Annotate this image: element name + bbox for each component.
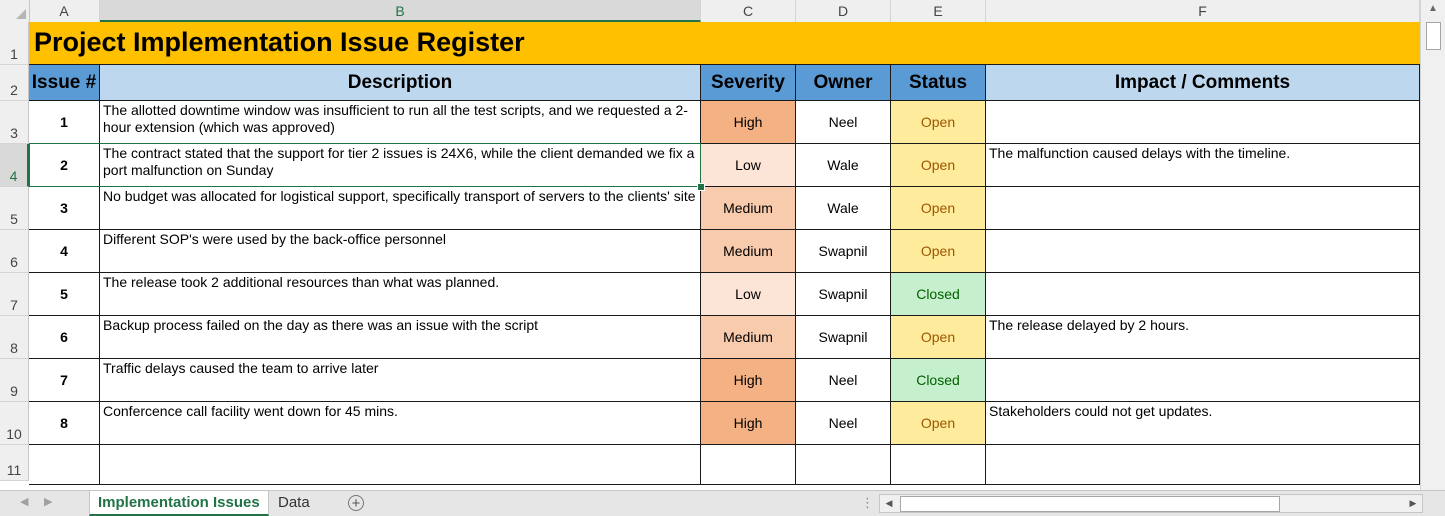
row-header-8[interactable]: 8 xyxy=(0,316,29,359)
header-issue-number[interactable]: Issue # xyxy=(29,65,100,101)
column-header-f[interactable]: F xyxy=(986,0,1420,22)
column-header-a[interactable]: A xyxy=(29,0,100,22)
severity-cell[interactable]: High xyxy=(701,101,796,144)
vertical-scroll-thumb[interactable] xyxy=(1426,22,1441,50)
sheet-tab-bar xyxy=(0,490,1445,516)
row-header-9[interactable]: 9 xyxy=(0,359,29,402)
row-header-11[interactable]: 11 xyxy=(0,445,29,481)
impact-cell[interactable] xyxy=(986,187,1420,230)
column-header-e[interactable]: E xyxy=(891,0,986,22)
status-cell[interactable]: Open xyxy=(891,187,986,230)
description-cell[interactable]: Confercence call facility went down for 45 mins. xyxy=(100,402,701,445)
owner-cell[interactable]: Wale xyxy=(796,187,891,230)
header-description[interactable]: Description xyxy=(100,65,701,101)
horizontal-scrollbar[interactable] xyxy=(879,494,1423,513)
sheet-title[interactable]: Project Implementation Issue Register xyxy=(29,22,1420,65)
empty-cell[interactable] xyxy=(796,445,891,485)
impact-cell[interactable]: The malfunction caused delays with the timeline. xyxy=(986,144,1420,187)
empty-cell[interactable] xyxy=(100,445,701,485)
horizontal-scroll-thumb[interactable] xyxy=(900,496,1280,512)
header-impact-comments[interactable]: Impact / Comments xyxy=(986,65,1420,101)
description-cell[interactable]: Traffic delays caused the team to arrive later xyxy=(100,359,701,402)
plus-circle-icon[interactable]: + xyxy=(348,495,364,511)
status-cell[interactable]: Open xyxy=(891,316,986,359)
owner-cell[interactable]: Neel xyxy=(796,402,891,445)
sheet-tab-implementation-issues[interactable]: Implementation Issues xyxy=(89,491,269,516)
row-header-6[interactable]: 6 xyxy=(0,230,29,273)
impact-cell[interactable]: Stakeholders could not get updates. xyxy=(986,402,1420,445)
owner-cell[interactable]: Swapnil xyxy=(796,230,891,273)
severity-cell[interactable]: Low xyxy=(701,144,796,187)
status-cell[interactable]: Open xyxy=(891,144,986,187)
status-cell[interactable]: Open xyxy=(891,101,986,144)
status-cell[interactable]: Closed xyxy=(891,273,986,316)
impact-cell[interactable] xyxy=(986,101,1420,144)
issue-number-cell[interactable]: 1 xyxy=(29,101,100,144)
impact-cell[interactable]: The release delayed by 2 hours. xyxy=(986,316,1420,359)
scroll-left-icon[interactable]: ◀ xyxy=(885,498,893,508)
severity-cell[interactable]: High xyxy=(701,359,796,402)
row-header-3[interactable]: 3 xyxy=(0,101,29,144)
severity-cell[interactable]: Medium xyxy=(701,316,796,359)
select-all-triangle-icon xyxy=(16,9,26,19)
empty-cell[interactable] xyxy=(701,445,796,485)
row-header-4[interactable]: 4 xyxy=(0,144,29,187)
owner-cell[interactable]: Wale xyxy=(796,144,891,187)
issue-number-cell[interactable]: 8 xyxy=(29,402,100,445)
header-owner[interactable]: Owner xyxy=(796,65,891,101)
scroll-right-icon[interactable]: ▶ xyxy=(1409,498,1417,508)
empty-cell[interactable] xyxy=(891,445,986,485)
owner-cell[interactable]: Swapnil xyxy=(796,316,891,359)
owner-cell[interactable]: Neel xyxy=(796,101,891,144)
chevron-left-icon[interactable]: ◀ xyxy=(20,496,29,508)
severity-cell[interactable]: Medium xyxy=(701,187,796,230)
severity-cell[interactable]: Low xyxy=(701,273,796,316)
impact-cell[interactable] xyxy=(986,230,1420,273)
description-cell[interactable]: Backup process failed on the day as there was an issue with the script xyxy=(100,316,701,359)
description-cell[interactable]: The allotted downtime window was insufficient to run all the test scripts, and we requested a 2-hour extension (which was approved) xyxy=(100,101,701,144)
description-cell[interactable]: No budget was allocated for logistical support, specifically transport of servers to the clients' site xyxy=(100,187,701,230)
issue-number-cell[interactable]: 2 xyxy=(29,144,100,187)
select-all-corner[interactable] xyxy=(0,0,30,22)
description-cell[interactable]: The release took 2 additional resources than what was planned. xyxy=(100,273,701,316)
splitter-handle-icon[interactable]: ⋮ xyxy=(861,495,874,510)
empty-cell[interactable] xyxy=(29,445,100,485)
chevron-right-icon[interactable]: ▶ xyxy=(44,496,53,508)
header-status[interactable]: Status xyxy=(891,65,986,101)
column-header-row xyxy=(0,0,1420,23)
issue-number-cell[interactable]: 5 xyxy=(29,273,100,316)
status-cell[interactable]: Open xyxy=(891,402,986,445)
status-cell[interactable]: Closed xyxy=(891,359,986,402)
row-header-7[interactable]: 7 xyxy=(0,273,29,316)
header-severity[interactable]: Severity xyxy=(701,65,796,101)
scroll-up-icon[interactable]: ▲ xyxy=(1428,3,1438,14)
row-header-1[interactable]: 1 xyxy=(0,22,29,65)
issue-number-cell[interactable]: 7 xyxy=(29,359,100,402)
column-header-d[interactable]: D xyxy=(796,0,891,22)
impact-cell[interactable] xyxy=(986,273,1420,316)
column-header-b[interactable]: B xyxy=(100,0,701,22)
description-cell[interactable]: The contract stated that the support for tier 2 issues is 24X6, while the client demanded we fix a port malfunction on Sunday xyxy=(100,144,701,187)
row-header-2[interactable]: 2 xyxy=(0,65,29,101)
status-cell[interactable]: Open xyxy=(891,230,986,273)
row-header-5[interactable]: 5 xyxy=(0,187,29,230)
owner-cell[interactable]: Neel xyxy=(796,359,891,402)
sheet-tab-data[interactable]: Data xyxy=(278,494,310,511)
vertical-scrollbar[interactable] xyxy=(1420,0,1445,490)
column-header-c[interactable]: C xyxy=(701,0,796,22)
impact-cell[interactable] xyxy=(986,359,1420,402)
empty-cell[interactable] xyxy=(986,445,1420,485)
description-cell[interactable]: Different SOP's were used by the back-office personnel xyxy=(100,230,701,273)
issue-number-cell[interactable]: 3 xyxy=(29,187,100,230)
issue-number-cell[interactable]: 6 xyxy=(29,316,100,359)
severity-cell[interactable]: High xyxy=(701,402,796,445)
owner-cell[interactable]: Swapnil xyxy=(796,273,891,316)
issue-number-cell[interactable]: 4 xyxy=(29,230,100,273)
fill-handle[interactable] xyxy=(697,183,705,191)
severity-cell[interactable]: Medium xyxy=(701,230,796,273)
row-header-10[interactable]: 10 xyxy=(0,402,29,445)
